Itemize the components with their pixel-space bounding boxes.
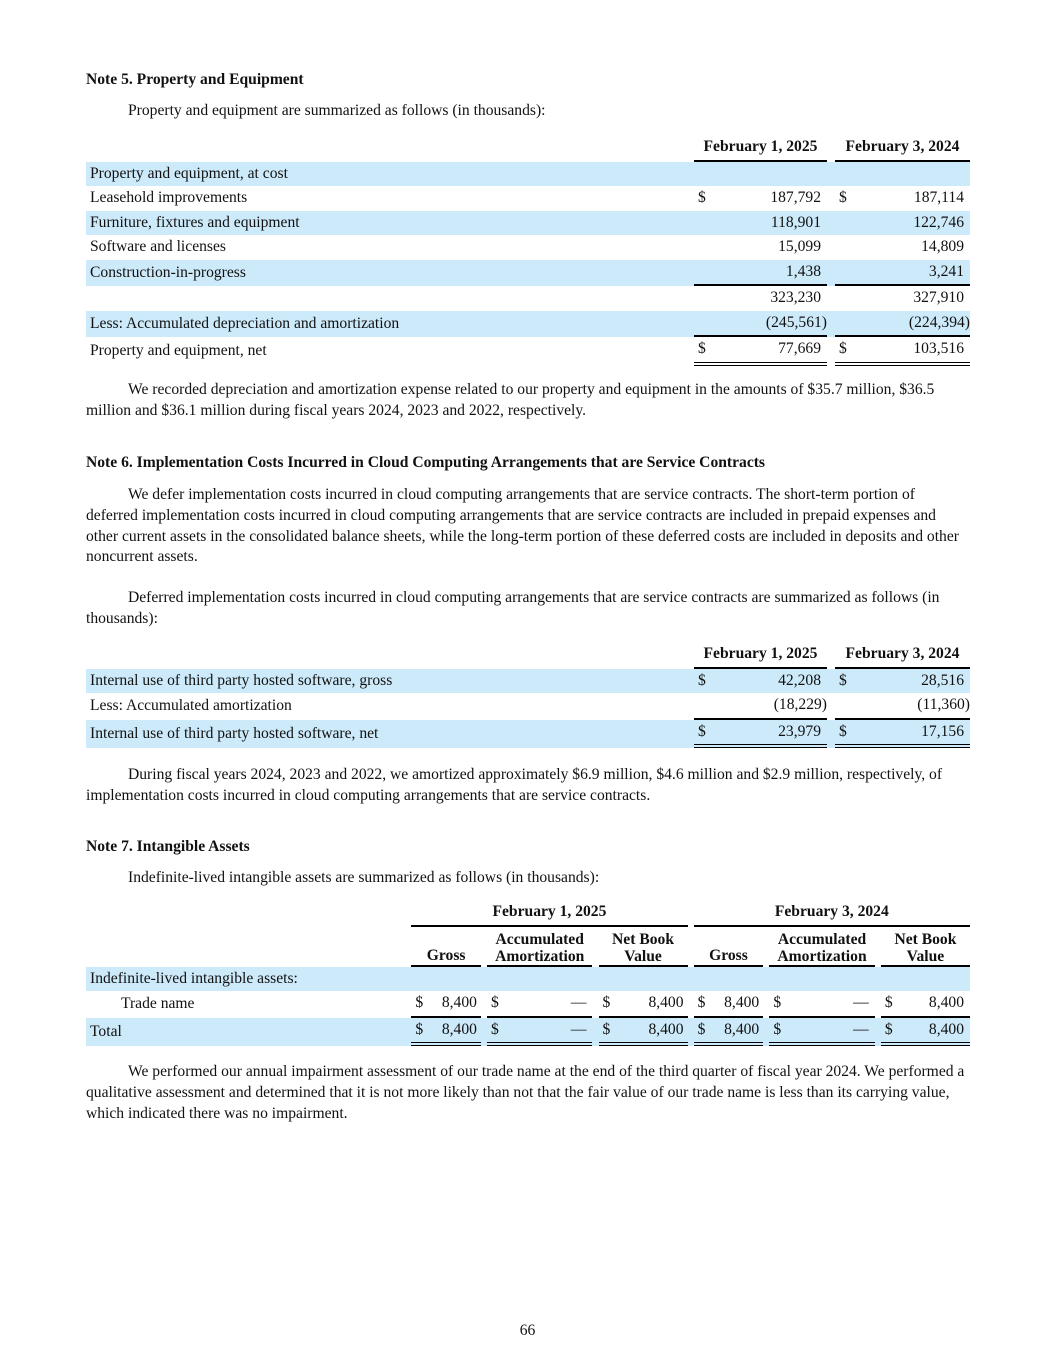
table-row xyxy=(86,967,970,992)
currency-symbol: $ xyxy=(694,669,714,694)
header-line: Net Book xyxy=(894,930,957,948)
cloud-computing-costs-table xyxy=(86,642,970,748)
table-row xyxy=(86,337,970,366)
value-cell: 118,901 xyxy=(714,211,827,236)
currency-symbol: $ xyxy=(411,1018,427,1047)
total-cell: 8,400 xyxy=(897,1018,970,1047)
row-label: Internal use of third party hosted software, gross xyxy=(86,669,694,694)
row-label: Trade name xyxy=(121,995,195,1013)
currency-symbol: $ xyxy=(599,1018,615,1047)
row-label: Property and equipment, at cost xyxy=(86,162,694,187)
total-cell: — xyxy=(786,1018,875,1047)
note5-paragraph: We recorded depreciation and amortization expense related to our property and equipment in the amounts of $35.7 million, $36.5 million and $36.1 million during fiscal years 2024, 2023 and 2022, respectively. xyxy=(86,381,935,419)
table-row xyxy=(86,260,970,287)
value-cell: 1,438 xyxy=(714,260,827,287)
column-header-gross: Gross xyxy=(694,927,764,967)
row-label: Software and licenses xyxy=(90,238,226,256)
row-label: Property and equipment, net xyxy=(90,342,267,360)
note7-heading: Note 7. Intangible Assets xyxy=(86,838,250,855)
column-header: February 3, 2024 xyxy=(835,135,970,162)
column-header: February 1, 2025 xyxy=(694,135,827,162)
currency-symbol: $ xyxy=(881,1018,897,1047)
table-row xyxy=(86,311,970,338)
table-subheader-row xyxy=(86,927,970,967)
column-header-accumulated-amortization xyxy=(769,927,874,967)
table-row xyxy=(86,286,970,311)
table-row xyxy=(86,669,970,694)
header-line: Amortization xyxy=(495,947,585,965)
currency-symbol: $ xyxy=(835,669,855,694)
note6-paragraph-2: Deferred implementation costs incurred in cloud computing arrangements that are service contracts are summarized as follows (in thousands): xyxy=(86,589,940,627)
period-header: February 3, 2024 xyxy=(694,900,970,927)
header-line: Value xyxy=(906,947,945,965)
total-cell: 8,400 xyxy=(428,1018,481,1047)
currency-symbol: $ xyxy=(411,991,427,1018)
currency-symbol: $ xyxy=(839,189,847,207)
total-cell: — xyxy=(503,1018,592,1047)
column-header-accumulated-amortization xyxy=(487,927,592,967)
note5-intro: Property and equipment are summarized as follows (in thousands): xyxy=(128,102,546,119)
row-label: Less: Accumulated amortization xyxy=(90,697,292,715)
row-label xyxy=(86,286,694,311)
table-row xyxy=(86,693,970,720)
value-cell: 3,241 xyxy=(855,260,970,287)
column-header-gross: Gross xyxy=(411,927,481,967)
header-line: Accumulated xyxy=(777,930,867,948)
subtotal-cell: 323,230 xyxy=(770,289,821,307)
value-cell: 187,114 xyxy=(913,189,964,207)
value-cell: (245,561) xyxy=(714,311,827,338)
total-cell: 23,979 xyxy=(714,720,827,749)
table-header-row xyxy=(86,642,970,669)
value-cell: — xyxy=(503,991,592,1018)
currency-symbol: $ xyxy=(835,720,855,749)
currency-symbol: $ xyxy=(487,1018,503,1047)
table-period-header-row xyxy=(86,900,970,927)
total-cell: 77,669 xyxy=(714,337,827,366)
currency-symbol: $ xyxy=(694,991,710,1018)
property-equipment-table xyxy=(86,135,970,366)
header-line: Amortization xyxy=(777,947,867,965)
value-cell: 122,746 xyxy=(855,211,970,236)
value-cell: 8,400 xyxy=(615,991,688,1018)
row-label: Furniture, fixtures and equipment xyxy=(86,211,694,236)
currency-symbol: $ xyxy=(694,1018,710,1047)
total-cell: 8,400 xyxy=(615,1018,688,1047)
total-cell: 17,156 xyxy=(855,720,970,749)
note6-heading: Note 6. Implementation Costs Incurred in Cloud Computing Arrangements that are Service Contracts xyxy=(86,454,766,471)
currency-symbol: $ xyxy=(694,720,714,749)
row-label: Construction-in-progress xyxy=(86,260,694,287)
note7-intro: Indefinite-lived intangible assets are summarized as follows (in thousands): xyxy=(128,869,600,886)
value-cell: 14,809 xyxy=(921,238,964,256)
value-cell: 8,400 xyxy=(428,991,481,1018)
value-cell: 8,400 xyxy=(897,991,970,1018)
header-line: Value xyxy=(624,947,662,965)
note6-paragraph-1: We defer implementation costs incurred in cloud computing arrangements that are service contracts. The short-term portion of deferred implementation costs incurred in cloud computing arrangements that are service contracts are included in prepaid expenses and other current assets in the consolidated balance sheets, while the long-term portion of these deferred costs are included in deposits and other noncurrent assets. xyxy=(86,486,959,566)
value-cell: (11,360) xyxy=(855,693,970,720)
total-cell: 8,400 xyxy=(710,1018,763,1047)
subtotal-cell: 327,910 xyxy=(913,289,964,307)
value-cell: 187,792 xyxy=(770,189,821,207)
currency-symbol: $ xyxy=(487,991,503,1018)
currency-symbol: $ xyxy=(694,337,714,366)
value-cell: — xyxy=(786,991,875,1018)
header-line: Accumulated xyxy=(495,930,584,948)
currency-symbol: $ xyxy=(599,991,615,1018)
currency-symbol: $ xyxy=(881,991,897,1018)
value-cell: 8,400 xyxy=(710,991,763,1018)
table-row xyxy=(86,1018,970,1047)
table-row xyxy=(86,211,970,236)
intangible-assets-table xyxy=(86,900,970,1046)
table-row xyxy=(86,991,970,1018)
column-header-net-book-value xyxy=(599,927,688,967)
table-row xyxy=(86,720,970,749)
note5-heading: Note 5. Property and Equipment xyxy=(86,71,304,88)
note7-paragraph: We performed our annual impairment assessment of our trade name at the end of the third quarter of fiscal year 2024. We performed a qualitative assessment and determined that it is not more likely than not that the fair value of our trade name is less than its carrying value, which indicated there was no impairment. xyxy=(86,1063,965,1122)
period-header: February 1, 2025 xyxy=(411,900,687,927)
table-row xyxy=(86,162,970,187)
row-label: Internal use of third party hosted software, net xyxy=(86,720,694,749)
column-header-net-book-value xyxy=(881,927,970,967)
column-header: February 3, 2024 xyxy=(835,642,970,669)
table-row xyxy=(86,186,970,211)
row-label: Total xyxy=(86,1018,411,1047)
row-label: Leasehold improvements xyxy=(90,189,248,207)
value-cell: (224,394) xyxy=(855,311,970,338)
column-header: February 1, 2025 xyxy=(694,642,827,669)
note6-paragraph-3: During fiscal years 2024, 2023 and 2022, we amortized approximately $6.9 million, $4.6 million and $2.9 million, respectively, of implementation costs incurred in cloud computing arrangements that are service contracts. xyxy=(86,766,943,804)
page-number: 66 xyxy=(519,1322,536,1339)
row-label: Indefinite-lived intangible assets: xyxy=(86,967,411,992)
value-cell: 15,099 xyxy=(778,238,821,256)
table-header-row xyxy=(86,135,970,162)
currency-symbol: $ xyxy=(698,189,706,207)
total-cell: 103,516 xyxy=(855,337,970,366)
value-cell: 28,516 xyxy=(855,669,970,694)
value-cell: (18,229) xyxy=(714,693,827,720)
row-label: Less: Accumulated depreciation and amortization xyxy=(86,311,694,338)
header-line: Net Book xyxy=(612,930,674,948)
currency-symbol: $ xyxy=(835,337,855,366)
currency-symbol: $ xyxy=(769,1018,785,1047)
currency-symbol: $ xyxy=(769,991,785,1018)
table-row xyxy=(86,235,970,260)
value-cell: 42,208 xyxy=(714,669,827,694)
